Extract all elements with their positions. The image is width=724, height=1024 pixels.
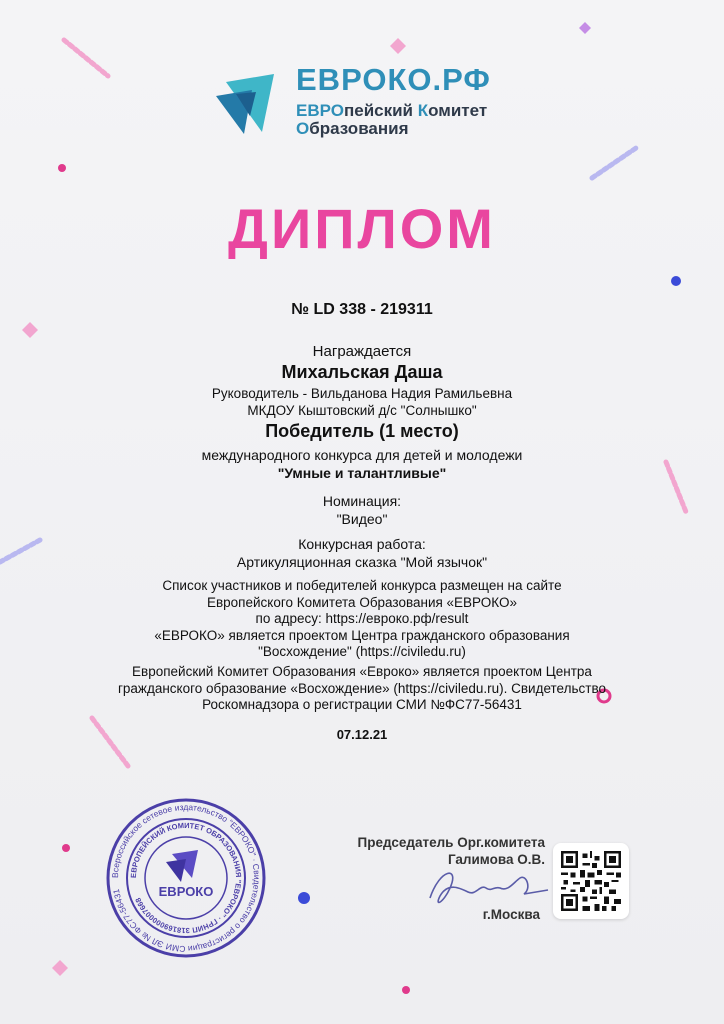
recipient-name: Михальская Даша (281, 362, 443, 382)
nomination-value: "Видео" (336, 511, 388, 527)
chairman-name: Галимова О.В. (447, 852, 545, 867)
svg-text:ЕВРОПЕЙСКИЙ КОМИТЕТ ОБРАЗОВАНИ: ЕВРОПЕЙСКИЙ КОМИТЕТ ОБРАЗОВАНИЯ "ЕВРОКО" · ГРНИП 318169000007668 (128, 820, 244, 936)
diploma-title: ДИПЛОМ (228, 197, 496, 260)
diploma-number: № LD 338 - 219311 (291, 301, 433, 318)
svg-text:ЕВРОКО: ЕВРОКО (158, 884, 214, 899)
work-value: Артикуляционная сказка "Мой язычок" (236, 554, 488, 570)
awarded-label: Награждается (312, 343, 412, 360)
contest-description: международного конкурса для детей и молодежи (201, 447, 523, 463)
logo-title: ЕВРОКО.РФ (296, 62, 491, 97)
nomination-label: Номинация: (322, 493, 402, 509)
results-info: Список участников и победителей конкурса размещен на сайте Европейского Комитета Образования «ЕВРОКО» по адресу: https://евроко.рф/result «ЕВРОКО» является проектом Центра гражданского образования "Восхождение" (https://civiledu.ru) (154, 578, 570, 659)
stamp-seal-icon (106, 798, 266, 958)
city: г.Москва (482, 907, 540, 922)
euroko-logo (212, 62, 522, 142)
svg-text:Всероссийское сетевое издатель: Всероссийское сетевое издательство "ЕВРОКО" · Свидетельство о регистрации СМИ ЭЛ № ФС77-56431 (109, 801, 263, 955)
organization-line: МКДОУ Кыштовский д/с "Солнышко" (247, 403, 477, 418)
chairman-title: Председатель Орг.комитета (357, 835, 545, 850)
issue-date: 07.12.21 (336, 727, 388, 742)
about-info: Европейский Комитет Образования «Евроко» является проектом Центра гражданского образование «Восхождение» (https://civiledu.ru). Свидетельство Роскомнадзора о регистрации СМИ №ФС77-56431 (117, 664, 606, 712)
place-title: Победитель (1 место) (265, 421, 459, 441)
qr-code-container (553, 843, 629, 919)
work-label: Конкурсная работа: (298, 536, 426, 552)
qr-code-icon (561, 851, 621, 911)
euroko-logo-icon (212, 70, 282, 140)
contest-name: "Умные и талантливые" (277, 465, 447, 481)
leader-line: Руководитель - Вильданова Надия Рамильевна (211, 386, 513, 401)
logo-subtitle: ЕВРОпейский Комитет Образования (296, 101, 488, 138)
